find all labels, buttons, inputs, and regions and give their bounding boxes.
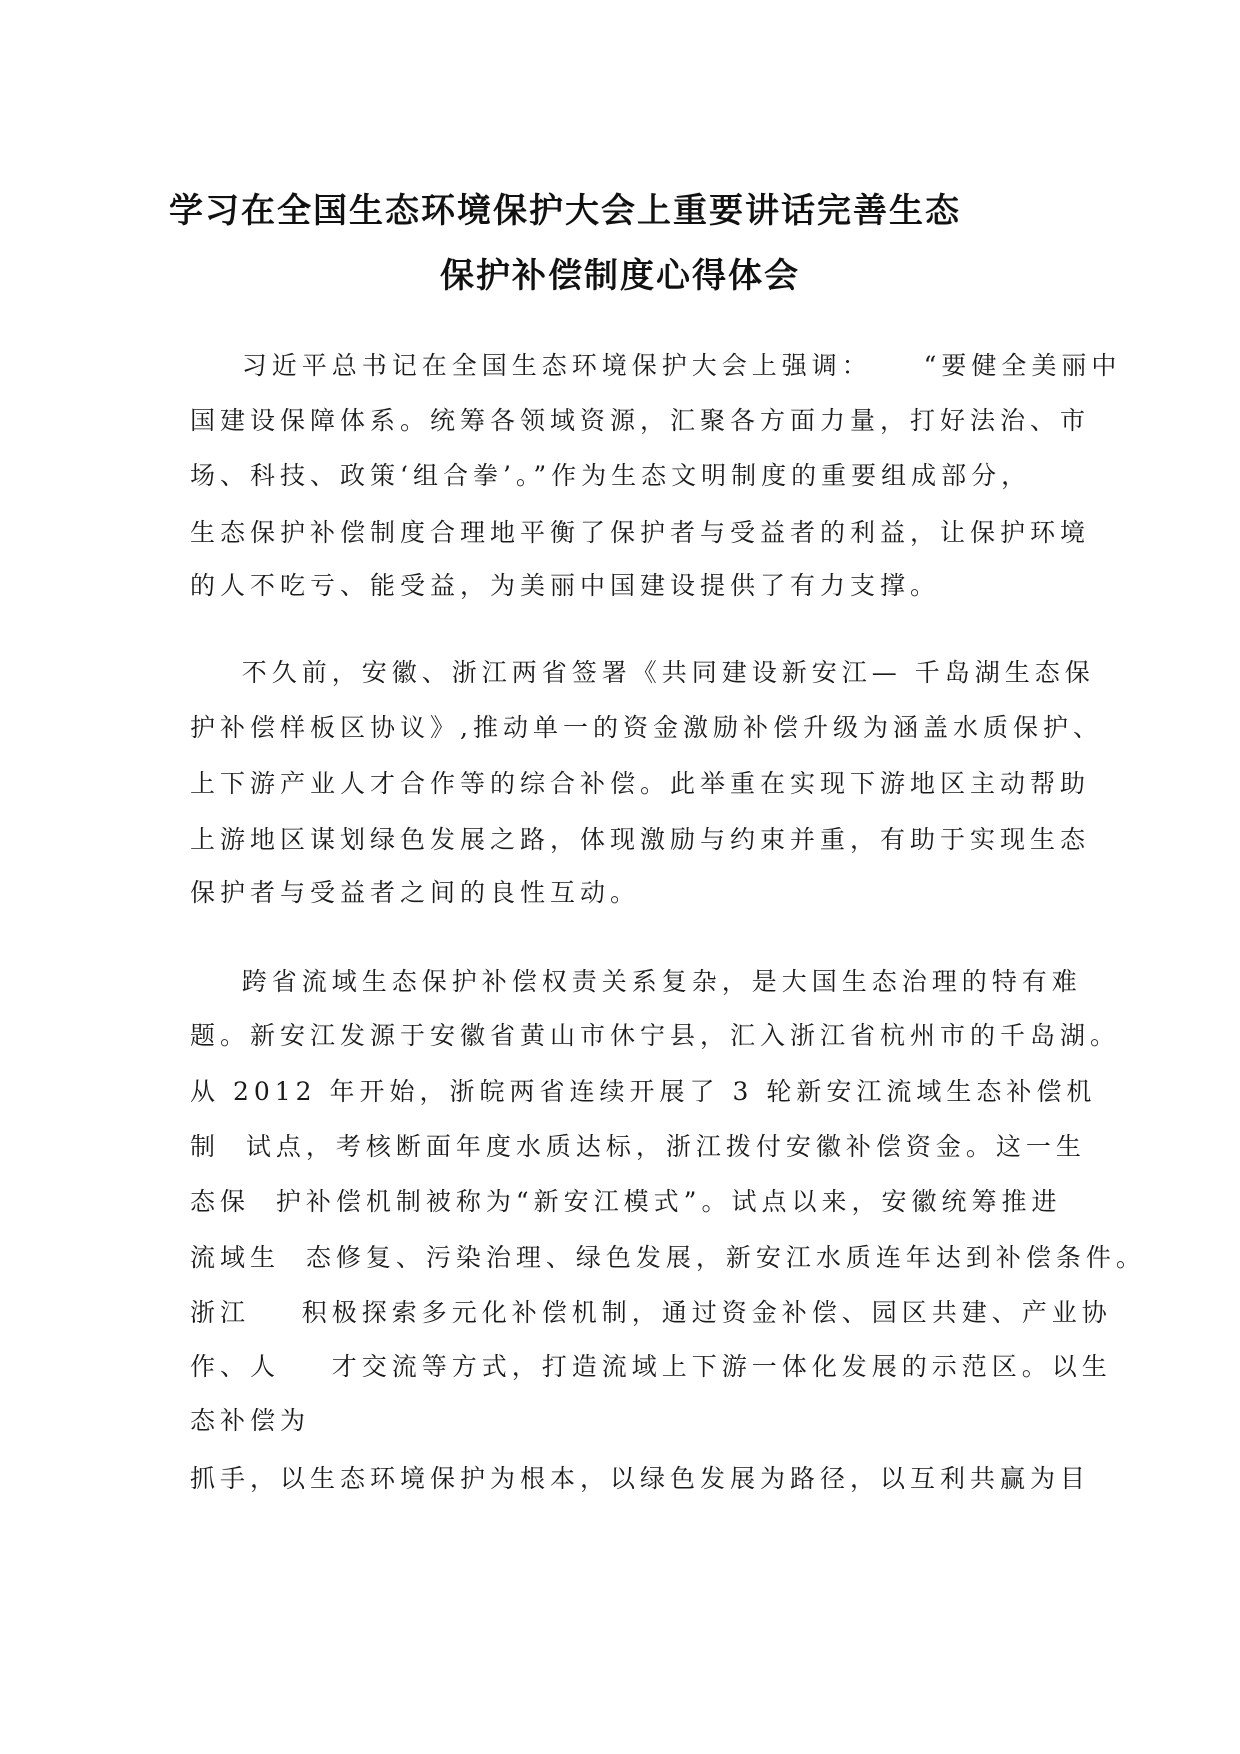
document-title-line-1: 学习在全国生态环境保护大会上重要讲话完善生态	[169, 191, 961, 231]
paragraph-line: 抓手，以生态环境保护为根本，以绿色发展为路径，以互利共赢为目	[190, 1464, 1091, 1493]
paragraph-line: 的人不吃亏、能受益，为美丽中国建设提供了有力支撑。	[190, 571, 941, 600]
paragraph-line: 国建设保障体系。统筹各领域资源，汇聚各方面力量，打好法治、市	[190, 406, 1091, 435]
paragraph-line: 从 2012 年开始，浙皖两省连续开展了 3 轮新安江流域生态补偿机	[190, 1077, 1097, 1106]
paragraph-line: 流域生 态修复、污染治理、绿色发展，新安江水质连年达到补偿条件。	[190, 1243, 1146, 1272]
paragraph-line: 保护者与受益者之间的良性互动。	[190, 878, 641, 907]
paragraph-line: 制 试点，考核断面年度水质达标，浙江拨付安徽补偿资金。这一生	[190, 1132, 1086, 1161]
paragraph-line: 上下游产业人才合作等的综合补偿。此举重在实现下游地区主动帮助	[190, 769, 1091, 798]
paragraph-line: 生态保护补偿制度合理地平衡了保护者与受益者的利益，让保护环境	[190, 518, 1091, 547]
paragraph-line: 跨省流域生态保护补偿权责关系复杂，是大国生态治理的特有难	[190, 967, 1082, 996]
paragraph-line: 护补偿样板区协议》,推动单一的资金激励补偿升级为涵盖水质保护、	[190, 713, 1103, 742]
paragraph-line: 上游地区谋划绿色发展之路，体现激励与约束并重，有助于实现生态	[190, 825, 1091, 854]
paragraph-line: 态保 护补偿机制被称为“新安江模式”。试点以来，安徽统筹推进	[190, 1187, 1062, 1216]
paragraph-line: 态补偿为	[190, 1406, 311, 1435]
paragraph-line: 题。新安江发源于安徽省黄山市休宁县，汇入浙江省杭州市的千岛湖。	[190, 1021, 1121, 1050]
paragraph-line: 场、科技、政策‘组合拳’。”作为生态文明制度的重要组成部分，	[190, 461, 1032, 490]
paragraph-line: 作、人 才交流等方式，打造流域上下游一体化发展的示范区。以生	[190, 1352, 1112, 1381]
paragraph-line: 不久前，安徽、浙江两省签署《共同建设新安江— 千岛湖生态保	[190, 658, 1095, 687]
paragraph-line: 习近平总书记在全国生态环境保护大会上强调： “要健全美丽中	[190, 351, 1122, 380]
paragraph-line: 浙江 积极探索多元化补偿机制，通过资金补偿、园区共建、产业协	[190, 1298, 1112, 1327]
document-title-line-2: 保护补偿制度心得体会	[440, 256, 800, 296]
